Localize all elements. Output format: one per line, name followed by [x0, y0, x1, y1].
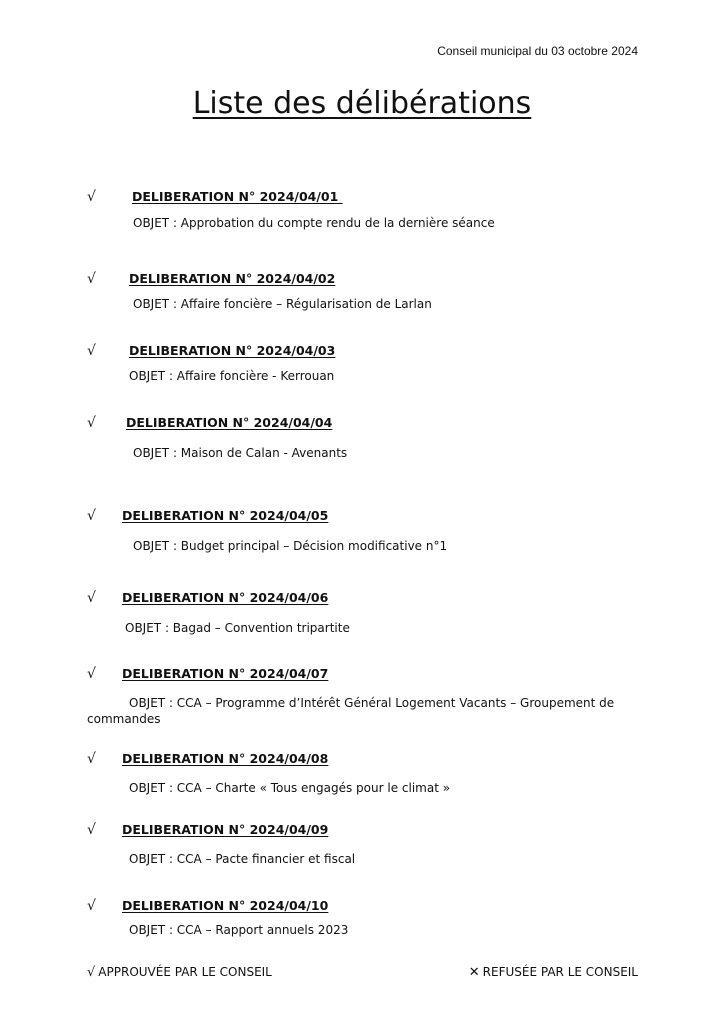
- check-icon: √: [87, 751, 96, 767]
- deliberation-number: DELIBERATION N° 2024/04/10: [122, 898, 329, 913]
- deliberation-number: DELIBERATION N° 2024/04/08: [122, 751, 329, 766]
- deliberation-objet: OBJET : Approbation du compte rendu de la dernière séance: [133, 216, 495, 230]
- deliberation-number: DELIBERATION N° 2024/04/07: [122, 666, 329, 681]
- check-icon: √: [87, 415, 96, 431]
- check-icon: √: [87, 508, 96, 524]
- deliberation-number: DELIBERATION N° 2024/04/05: [122, 508, 329, 523]
- check-icon: √: [87, 590, 96, 606]
- legend-approved: [87, 965, 272, 980]
- deliberation-number: DELIBERATION N° 2024/04/09: [122, 822, 329, 837]
- deliberation-objet: OBJET : Affaire foncière - Kerrouan: [129, 369, 335, 383]
- deliberation-number: DELIBERATION N° 2024/04/02: [129, 271, 336, 286]
- deliberation-objet: OBJET : CCA – Programme d’Intérêt Général Logement Vacants – Groupement de commandes: [87, 696, 615, 726]
- deliberation-number: DELIBERATION N° 2024/04/03: [129, 343, 336, 358]
- legend-refused: [469, 965, 638, 980]
- legend-refused-label: REFUSÉE PAR LE CONSEIL: [482, 965, 638, 979]
- check-icon: √: [87, 343, 96, 359]
- cross-icon: ✕: [468, 965, 480, 980]
- check-icon: √: [87, 965, 96, 980]
- check-icon: √: [87, 898, 96, 914]
- check-icon: √: [87, 822, 96, 838]
- legend-approved-label: APPROUVÉE PAR LE CONSEIL: [98, 965, 272, 979]
- check-icon: √: [87, 271, 96, 287]
- deliberation-number: DELIBERATION N° 2024/04/04: [126, 415, 333, 430]
- deliberation-objet: OBJET : CCA – Charte « Tous engagés pour le climat »: [129, 781, 451, 795]
- deliberation-objet: OBJET : Budget principal – Décision modificative n°1: [133, 539, 448, 553]
- page-title: Liste des délibérations: [192, 86, 532, 121]
- deliberation-number: DELIBERATION N° 2024/04/06: [122, 590, 329, 605]
- deliberation-number: DELIBERATION N° 2024/04/01: [132, 189, 343, 204]
- deliberation-objet: OBJET : CCA – Pacte financier et fiscal: [129, 852, 356, 866]
- check-icon: √: [87, 189, 96, 205]
- check-icon: √: [87, 666, 96, 682]
- deliberation-objet: OBJET : Bagad – Convention tripartite: [125, 621, 350, 635]
- deliberation-objet: OBJET : Maison de Calan - Avenants: [133, 446, 348, 460]
- header-date: Conseil municipal du 03 octobre 2024: [437, 44, 638, 58]
- deliberation-objet: OBJET : Affaire foncière – Régularisation de Larlan: [133, 297, 432, 311]
- deliberation-objet: OBJET : CCA – Rapport annuels 2023: [129, 923, 349, 937]
